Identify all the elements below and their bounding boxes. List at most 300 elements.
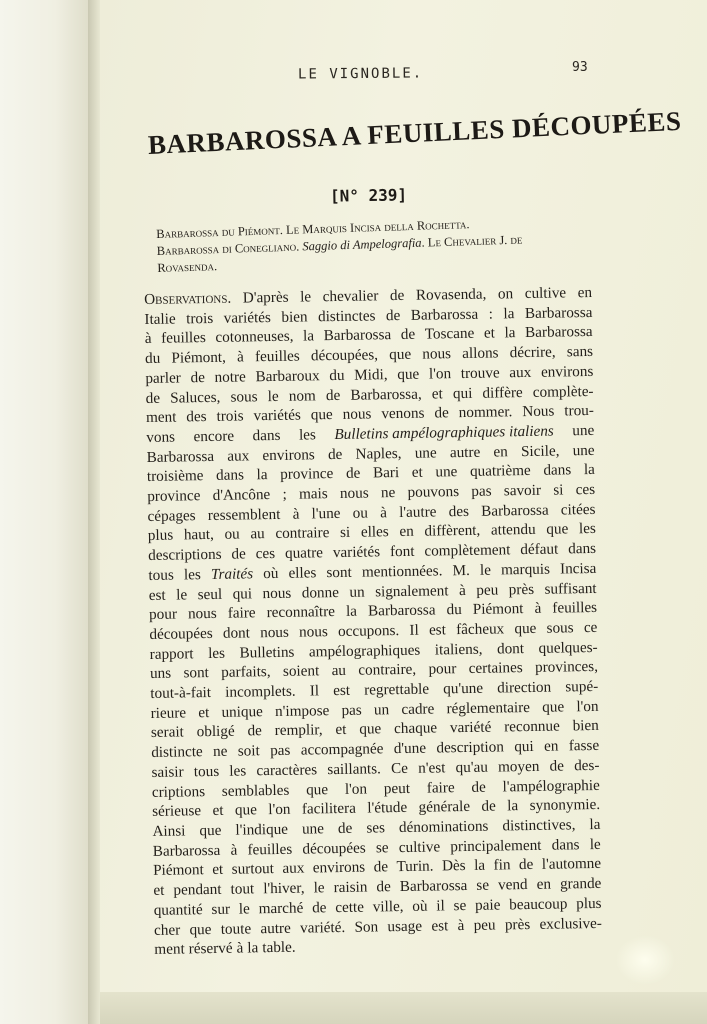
word: Toscane (424, 325, 475, 344)
word: allons (462, 344, 499, 363)
word: l'ampélographie (502, 776, 600, 796)
word: l'étude (367, 799, 408, 817)
word: pas (270, 741, 291, 760)
word: du (144, 349, 161, 368)
italic-phrase: Bulletins ampélographiques italiens (334, 422, 554, 443)
word: sous (546, 619, 574, 637)
word: Barbarossa (410, 305, 479, 324)
word: cultive (524, 284, 567, 303)
word: reconnue (503, 717, 560, 736)
word: bien (572, 717, 599, 735)
word: que (546, 520, 569, 539)
word: la (507, 797, 519, 815)
word: savoir (503, 481, 542, 500)
word: le (176, 585, 188, 604)
word: principalement (450, 836, 542, 855)
word: l'automne (541, 855, 602, 874)
word: fâcheux (455, 620, 505, 639)
word: une (414, 444, 437, 462)
word: la (504, 324, 516, 342)
word: description (436, 738, 505, 757)
word: quantité (153, 900, 203, 919)
word: Barbarossa (152, 841, 221, 860)
word: rapport (149, 644, 194, 663)
word: Son (354, 917, 379, 936)
word: tout (230, 880, 255, 898)
word: en (399, 523, 414, 541)
word: raisin (333, 878, 368, 897)
synonym-work: Saggio di Ampelografia (302, 235, 422, 254)
word: que (189, 920, 212, 938)
word: Barbarossa (367, 601, 436, 620)
word: dont (496, 639, 525, 658)
word: sont (326, 563, 352, 582)
word: du (329, 366, 345, 384)
word: Barbarossa, (350, 385, 422, 404)
word: et (431, 384, 443, 403)
word: ces (575, 480, 596, 499)
word: pouvons (407, 483, 460, 501)
word: venons (381, 404, 425, 423)
word: qu'une (443, 679, 484, 698)
word: à (144, 330, 152, 348)
word: l'hiver, (263, 879, 305, 898)
word: à (292, 505, 300, 523)
word: réservé (188, 939, 233, 958)
synonym-qualifier: di Conegliano (222, 239, 297, 256)
word: de (434, 404, 449, 422)
word: de (345, 464, 361, 483)
word: nommer. (458, 403, 513, 422)
word: marquis (500, 560, 551, 579)
word: ne (212, 742, 228, 761)
word: mentionnées. (361, 562, 443, 581)
word: ampélographiques (308, 641, 421, 661)
synonym-author: Le Marquis Incisa della Rochetta. (285, 217, 470, 237)
word: beaucoup (509, 895, 568, 914)
word: que (397, 365, 420, 383)
word: elles (360, 523, 389, 542)
word: de (376, 878, 391, 896)
word: à (534, 600, 542, 618)
word: chevalier (322, 287, 379, 306)
word: l'on (428, 365, 452, 383)
word: obligé (196, 723, 235, 741)
word: sont (183, 664, 209, 682)
word: le (313, 879, 325, 897)
word: que (305, 780, 329, 799)
word: distincte (151, 743, 203, 762)
word: près (504, 915, 531, 933)
word: ressemblent (207, 505, 281, 524)
word: Sicile, (520, 442, 560, 460)
word: pendant (173, 880, 222, 899)
word: Barbarossa (399, 877, 468, 896)
word: que (234, 801, 258, 819)
word: toute (220, 919, 252, 938)
synonym-author: . Le Chevalier J. de (421, 232, 523, 250)
word: variété. (299, 918, 346, 937)
word: le (479, 561, 492, 579)
word: nous (260, 623, 289, 642)
word: certaines (468, 659, 523, 678)
word: et (335, 721, 347, 739)
word: est (428, 621, 447, 639)
word: à (236, 939, 244, 957)
page-title: BARBAROSSA A FEUILLES DÉCOUPÉES (147, 105, 683, 160)
word: qui (514, 738, 534, 756)
word: de (337, 819, 353, 838)
running-head: LE VIGNOBLE. (297, 65, 424, 83)
word: variétés (253, 406, 301, 425)
word: Ainsi (152, 822, 186, 840)
word: cotonneuses, (215, 328, 294, 347)
word: distinctes (317, 307, 376, 325)
word: les (578, 520, 596, 538)
variety-number: [N° 239] (329, 185, 408, 206)
word: nous (262, 584, 292, 602)
word: et (483, 324, 496, 343)
word: réglementaire (446, 698, 531, 718)
word: dénominations (398, 817, 489, 837)
word: cher (153, 921, 181, 939)
word: de (231, 545, 246, 563)
word: Barbarossa (146, 447, 215, 466)
word: de (190, 368, 205, 387)
word: plus (576, 894, 602, 913)
word: dans (215, 466, 245, 485)
word: diffèrent, (424, 522, 481, 541)
word: une (572, 421, 595, 440)
word: environs (262, 445, 315, 464)
word: et (212, 802, 224, 820)
word: nous (422, 345, 452, 363)
word: la (247, 939, 259, 957)
word: surtout (231, 860, 275, 879)
word: usage (387, 917, 423, 935)
word: feuilles (161, 329, 206, 348)
synonym-separator: . (295, 239, 303, 254)
word: signalement (374, 581, 449, 600)
word: Midi, (354, 365, 388, 384)
word: distinctives, (502, 816, 576, 835)
word: se (476, 876, 490, 894)
word: ment (145, 408, 177, 427)
word: l'on (576, 697, 599, 716)
word: ou (224, 525, 240, 544)
synonym-separator: . (279, 222, 287, 238)
word: ces (255, 545, 276, 563)
word: Piémont, (171, 348, 227, 367)
word: de (518, 856, 534, 874)
word: de (325, 386, 341, 404)
word: nous (187, 605, 217, 623)
word: Il (309, 682, 320, 700)
word: l'une (311, 504, 341, 523)
word: dans (568, 540, 597, 558)
word: nous (298, 623, 328, 641)
word: aux (227, 446, 250, 465)
word: environs (540, 362, 594, 381)
word: de (373, 858, 389, 876)
word: Turin. (396, 857, 434, 876)
word: soient (282, 662, 320, 681)
word: une (572, 441, 595, 459)
word: vons (146, 428, 176, 446)
word: en (577, 283, 593, 302)
word: l'on (344, 780, 368, 798)
word: si (339, 524, 351, 542)
word: les (183, 565, 201, 584)
word: que (542, 698, 565, 716)
word: près (508, 580, 535, 598)
word: Observations. (144, 289, 232, 308)
word: ce (583, 618, 598, 637)
word: la (345, 602, 358, 621)
word: vend (497, 876, 528, 894)
word: le (300, 288, 312, 306)
word: est (333, 681, 351, 700)
word: et (198, 703, 210, 721)
word: de (400, 326, 416, 344)
word: de (481, 797, 496, 816)
word: est (148, 586, 166, 604)
word: fin (493, 856, 511, 874)
word: troisième (146, 467, 204, 486)
word: peut (383, 779, 411, 797)
word: moyen (497, 757, 540, 776)
word: nous (342, 405, 372, 424)
word: parler (145, 369, 181, 387)
italic-phrase: Traités (210, 565, 254, 583)
word: complètement (424, 541, 511, 560)
word: de (145, 389, 161, 407)
synonym-name: Barbarossa (156, 225, 219, 241)
word: nom (288, 386, 316, 405)
word: de (471, 778, 486, 796)
word: est (431, 916, 449, 935)
word: et (153, 881, 165, 900)
word: dans (551, 835, 580, 854)
word: Saluces, (170, 388, 221, 407)
word: Ce (390, 759, 409, 778)
word: sans (566, 343, 594, 361)
word: l'on (268, 801, 291, 819)
synonym-qualifier: du Piémont (221, 223, 280, 239)
word: que (514, 619, 537, 638)
word: mais (298, 485, 328, 503)
word: contraire, (358, 661, 417, 680)
word: en (536, 875, 552, 893)
word: citées (560, 500, 596, 519)
word: qu'au (455, 758, 488, 777)
word: cultive (398, 838, 441, 856)
word: des (448, 502, 470, 520)
word: le (238, 900, 250, 918)
word: se (375, 838, 389, 857)
word: serait (150, 723, 184, 742)
word: Italie (144, 310, 176, 328)
word: regrettable (364, 680, 430, 699)
word: sur (211, 900, 231, 918)
word: trois (216, 407, 244, 426)
word: en (543, 737, 559, 755)
word: le (589, 835, 601, 853)
word: soit (237, 742, 260, 760)
word: l'autre (398, 503, 437, 521)
word: semblables (221, 781, 290, 800)
word: la (473, 857, 486, 875)
word: à (457, 916, 465, 934)
word: un (349, 583, 365, 601)
word: Rovasenda, (415, 285, 487, 304)
word: paie (474, 896, 501, 914)
word: M. (452, 561, 470, 580)
word: le (267, 387, 279, 405)
word: trouve (460, 364, 500, 382)
synonym-line-3: Rovasenda. (157, 259, 218, 275)
word: Bari (372, 464, 400, 482)
word: à (458, 581, 466, 599)
word: Barbarossa (524, 323, 593, 342)
word: décrire, (509, 343, 556, 362)
word: rieure (150, 704, 187, 722)
word: Barbarossa (481, 501, 549, 520)
word: aux (282, 859, 305, 878)
word: tous (148, 566, 174, 584)
word: d'une (393, 739, 427, 758)
word: variété (449, 719, 492, 737)
word: Dès (441, 857, 466, 875)
word: de (247, 722, 262, 740)
word: la (583, 461, 595, 479)
word: D'après (242, 288, 289, 307)
word: et (411, 463, 423, 482)
word: Piémont (152, 861, 204, 880)
word: sous (230, 387, 258, 406)
body-paragraph (144, 283, 602, 960)
word: la (256, 466, 268, 484)
word: l'indique (235, 820, 289, 839)
word: accompagnée (300, 740, 384, 759)
word: descriptions (148, 545, 222, 565)
word: parfaits, (221, 663, 271, 682)
word: quatre (284, 544, 324, 562)
word: à (380, 503, 388, 522)
word: grande (559, 874, 602, 893)
word: font (389, 542, 415, 561)
word: des- (574, 756, 600, 775)
word: il (436, 897, 445, 915)
word: facilitera (301, 800, 357, 818)
word: ville, (372, 897, 404, 916)
word: quelques- (538, 638, 598, 657)
word: de (549, 757, 565, 775)
word: défaut (520, 540, 559, 559)
word: trou- (564, 402, 595, 420)
word: Incisa (559, 559, 597, 578)
word: les (229, 762, 247, 780)
word: d'Ancône (212, 486, 271, 504)
word: encore (193, 427, 235, 446)
word: qui (232, 584, 253, 603)
word: nous (339, 484, 369, 502)
word: Bulletins (239, 643, 295, 662)
word: fasse (568, 737, 600, 755)
word: découpées, (310, 346, 379, 365)
word: dans (252, 426, 281, 445)
word: table. (262, 938, 296, 957)
word: Barbarossa (323, 326, 392, 345)
word: que (359, 720, 382, 739)
word: que (199, 821, 222, 840)
word: la (589, 815, 601, 834)
word: du (446, 601, 462, 619)
word: donne (301, 583, 340, 602)
facing-page-edge (0, 0, 92, 1024)
word: se (453, 896, 467, 915)
word: ment (154, 940, 185, 959)
word: que (389, 345, 412, 364)
word: générale (418, 798, 471, 817)
word: peu (476, 581, 499, 599)
word: environs (312, 858, 366, 877)
word: seul (197, 585, 223, 603)
word: aux (509, 363, 532, 382)
paper-stain (615, 935, 675, 985)
word: contraire (275, 524, 330, 543)
word: n'impose (274, 701, 330, 720)
word: direction (497, 678, 552, 697)
word: complète- (532, 382, 594, 401)
word: suffisant (544, 579, 597, 598)
word: peu (473, 916, 496, 934)
word: Nous (522, 402, 555, 421)
word: de (389, 286, 405, 305)
word: supé- (565, 677, 599, 696)
word: Barbaroux (255, 367, 320, 386)
word: une (301, 820, 325, 838)
word: reconnaître (266, 603, 336, 622)
word: cépages (147, 506, 196, 525)
word: ; (282, 485, 287, 503)
word: les (207, 644, 226, 662)
word: en (493, 442, 508, 461)
word: de (327, 445, 343, 463)
word: unique (221, 702, 263, 721)
word: on (497, 285, 514, 303)
word: la (302, 327, 315, 345)
word: faire (426, 778, 455, 797)
word: trois (186, 309, 214, 328)
word: chaque (393, 719, 438, 738)
word: autre (260, 919, 291, 937)
page-bottom-edge (100, 992, 707, 1024)
word: Piémont (472, 600, 524, 619)
word: pour (428, 660, 457, 678)
word: qui (452, 384, 473, 402)
word: saisir (151, 763, 184, 781)
word: et (212, 861, 224, 879)
word: incomplets. (225, 682, 296, 701)
word: les (298, 426, 317, 444)
word: pour (148, 605, 178, 624)
word: ses (366, 819, 386, 837)
word: quatrième (469, 462, 531, 481)
page-number: 93 (572, 60, 588, 75)
word: remplir, (274, 721, 323, 740)
word: synonymie. (529, 796, 601, 815)
